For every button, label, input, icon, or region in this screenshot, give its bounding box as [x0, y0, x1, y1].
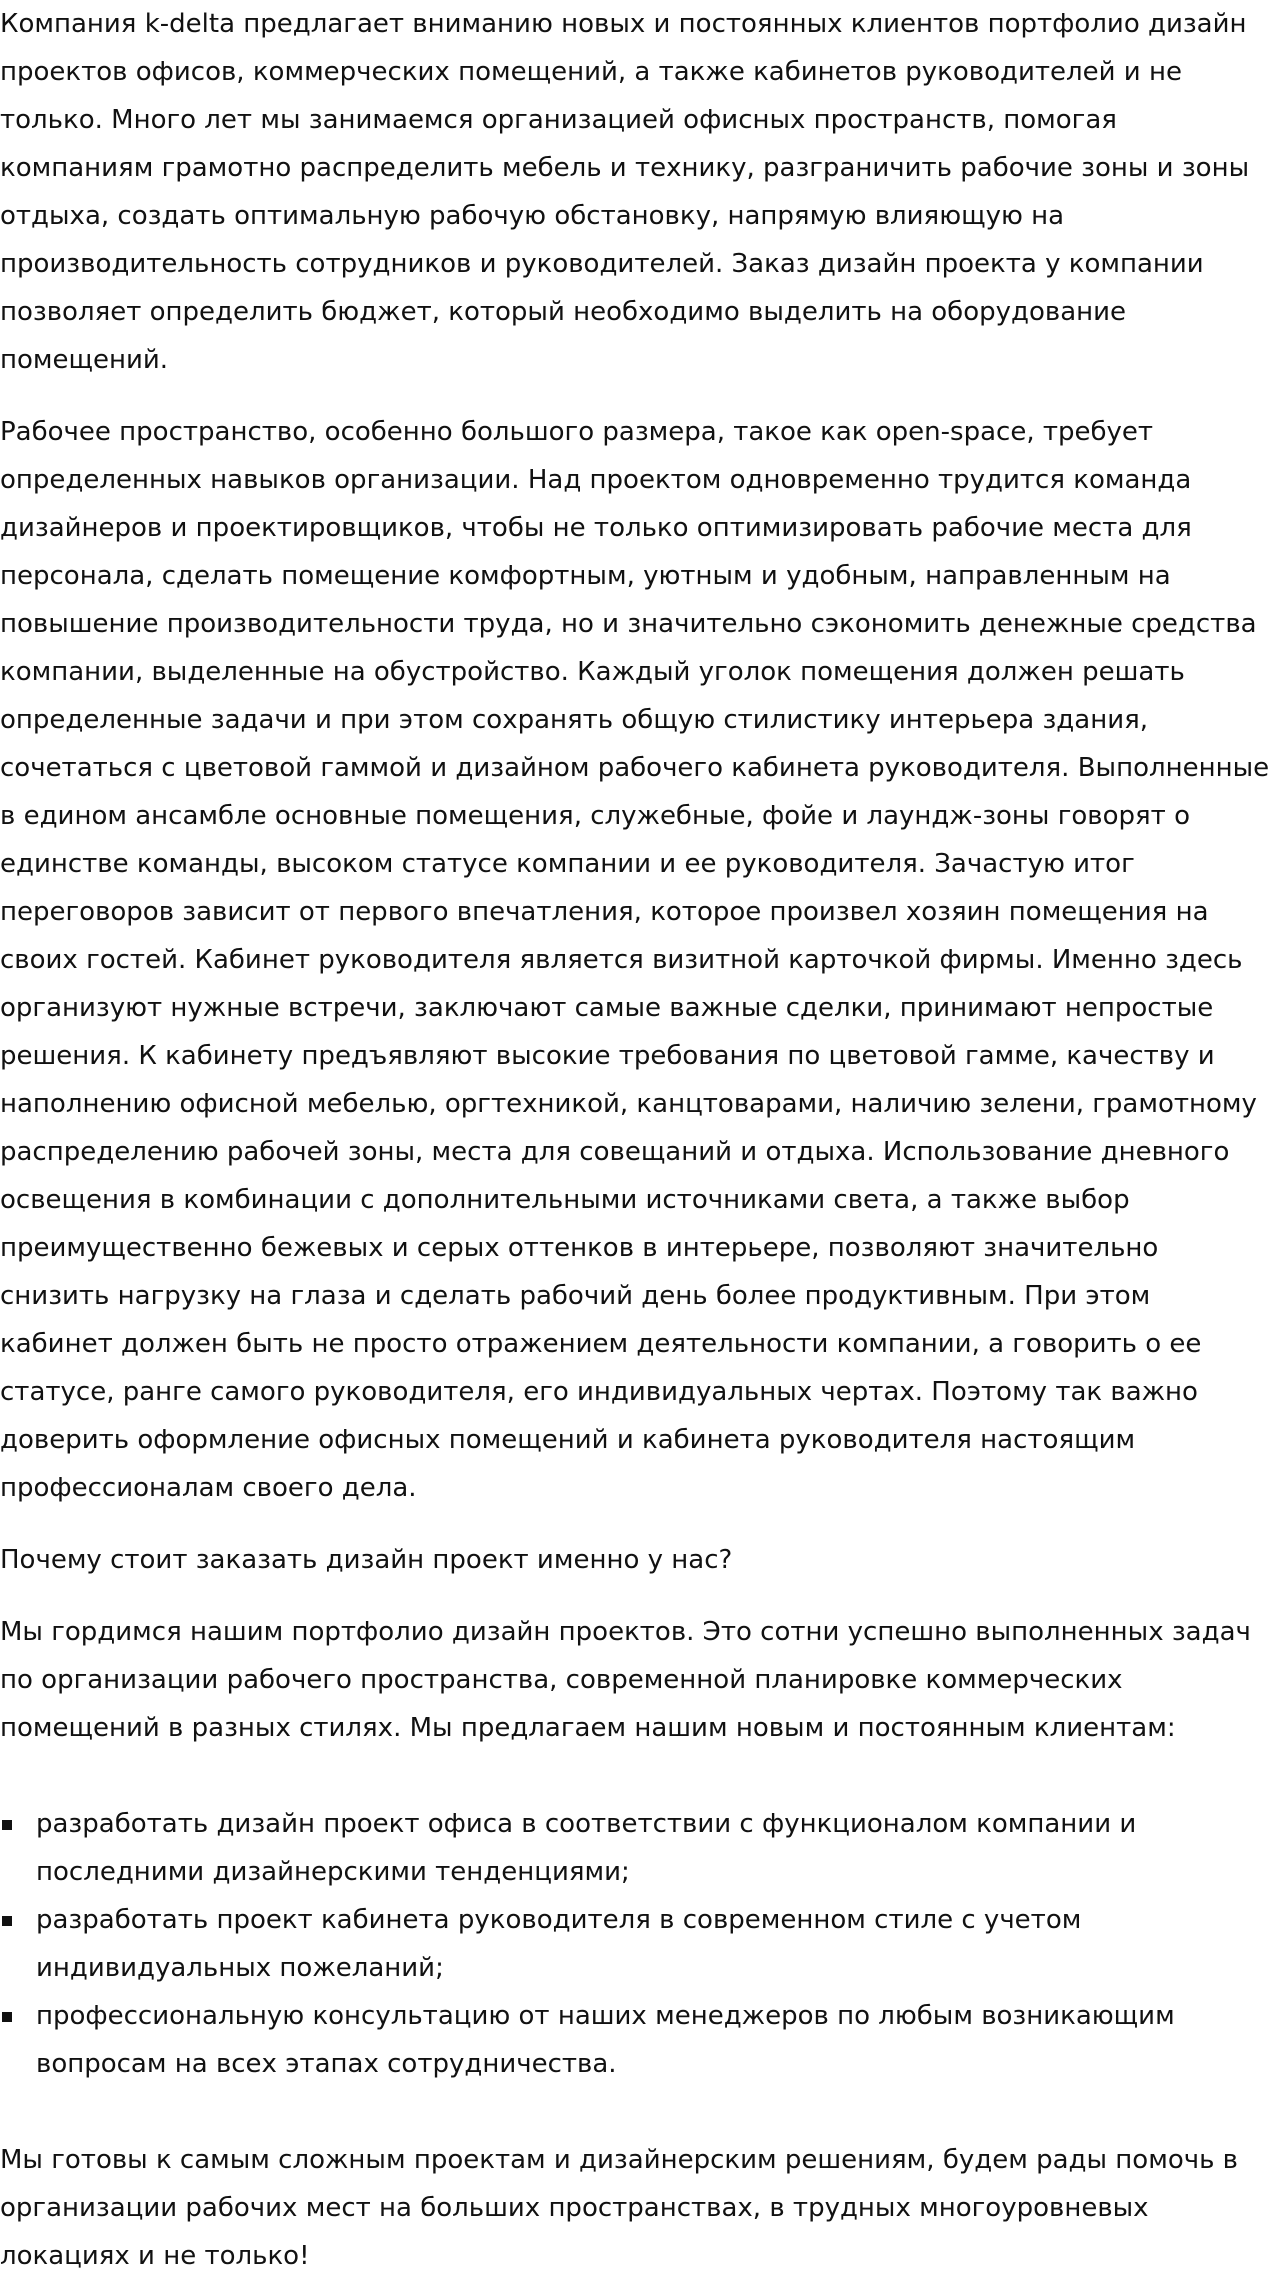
list-item-text: разработать дизайн проект офиса в соответствии с функционалом компании и последними дизайнерскими тенденциями;: [36, 1809, 1137, 1887]
list-item: [36, 1992, 1270, 2088]
workspace-paragraph: Рабочее пространство, особенно большого размера, такое как open-space, требует определенных навыков организации. Над проектом одновременно трудится команда дизайнеров и проектировщиков, чтобы не только оптимизировать рабочие места для персонала, сделать помещение комфортным, уютным и удобным, направленным на повышение производительности труда, но и значительно сэкономить денежные средства компании, выделенные на обустройство. Каждый уголок помещения должен решать определенные задачи и при этом сохранять общую стилистику интерьера здания, сочетаться с цветовой гаммой и дизайном рабочего кабинета руководителя. Выполненные в едином ансамбле основные помещения, служебные, фойе и лаундж-зоны говорят о единстве команды, высоком статусе компании и ее руководителя. Зачастую итог переговоров зависит от первого впечатления, которое произвел хозяин помещения на своих гостей. Кабинет руководителя является визитной карточкой фирмы. Именно здесь организуют нужные встречи, заключают самые важные сделки, принимают непростые решения. К кабинету предъявляют высокие требования по цветовой гамме, качеству и наполнению офисной мебелью, оргтехникой, канцтоварами, наличию зелени, грамотному распределению рабочей зоны, места для совещаний и отдыха. Использование дневного освещения в комбинации с дополнительными источниками света, а также выбор преимущественно бежевых и серых оттенков в интерьере, позволяют значительно снизить нагрузку на глаза и сделать рабочий день более продуктивным. При этом кабинет должен быть не просто отражением деятельности компании, а говорить о ее статусе, ранге самого руководителя, его индивидуальных чертах. Поэтому так важно доверить оформление офисных помещений и кабинета руководителя настоящим профессионалам своего дела.: [0, 417, 1270, 1503]
intro-paragraph: Компания k-delta предлагает вниманию новых и постоянных клиентов портфолио дизайн проектов офисов, коммерческих помещений, а также кабинетов руководителей и не только. Много лет мы занимаемся организацией офисных пространств, помогая компаниям грамотно распределить мебель и технику, разграничить рабочие зоны и зоны отдыха, создать оптимальную рабочую обстановку, напрямую влияющую на производительность сотрудников и руководителей. Заказ дизайн проекта у компании позволяет определить бюджет, который необходимо выделить на оборудование помещений.: [0, 9, 1250, 375]
list-item-text: профессиональную консультацию от наших менеджеров по любым возникающим вопросам на всех этапах сотрудничества.: [36, 2001, 1175, 2079]
square-bullet-icon: [2, 1820, 12, 1830]
square-bullet-icon: [2, 1916, 12, 1926]
square-bullet-icon: [2, 2012, 12, 2022]
portfolio-paragraph: Мы гордимся нашим портфолио дизайн проектов. Это сотни успешно выполненных задач по организации рабочего пространства, современной планировке коммерческих помещений в разных стилях. Мы предлагаем нашим новым и постоянным клиентам:: [0, 1617, 1251, 1743]
list-item: [36, 1800, 1270, 1896]
question-heading: Почему стоит заказать дизайн проект именно у нас?: [0, 1545, 733, 1575]
list-item: [36, 1896, 1270, 1992]
services-list: [0, 1800, 1270, 2088]
closing-paragraph: Мы готовы к самым сложным проектам и дизайнерским решениям, будем рады помочь в организации рабочих мест на больших пространствах, в трудных многоуровневых локациях и не только!: [0, 2145, 1239, 2271]
list-item-text: разработать проект кабинета руководителя в современном стиле с учетом индивидуальных пожеланий;: [36, 1905, 1082, 1983]
